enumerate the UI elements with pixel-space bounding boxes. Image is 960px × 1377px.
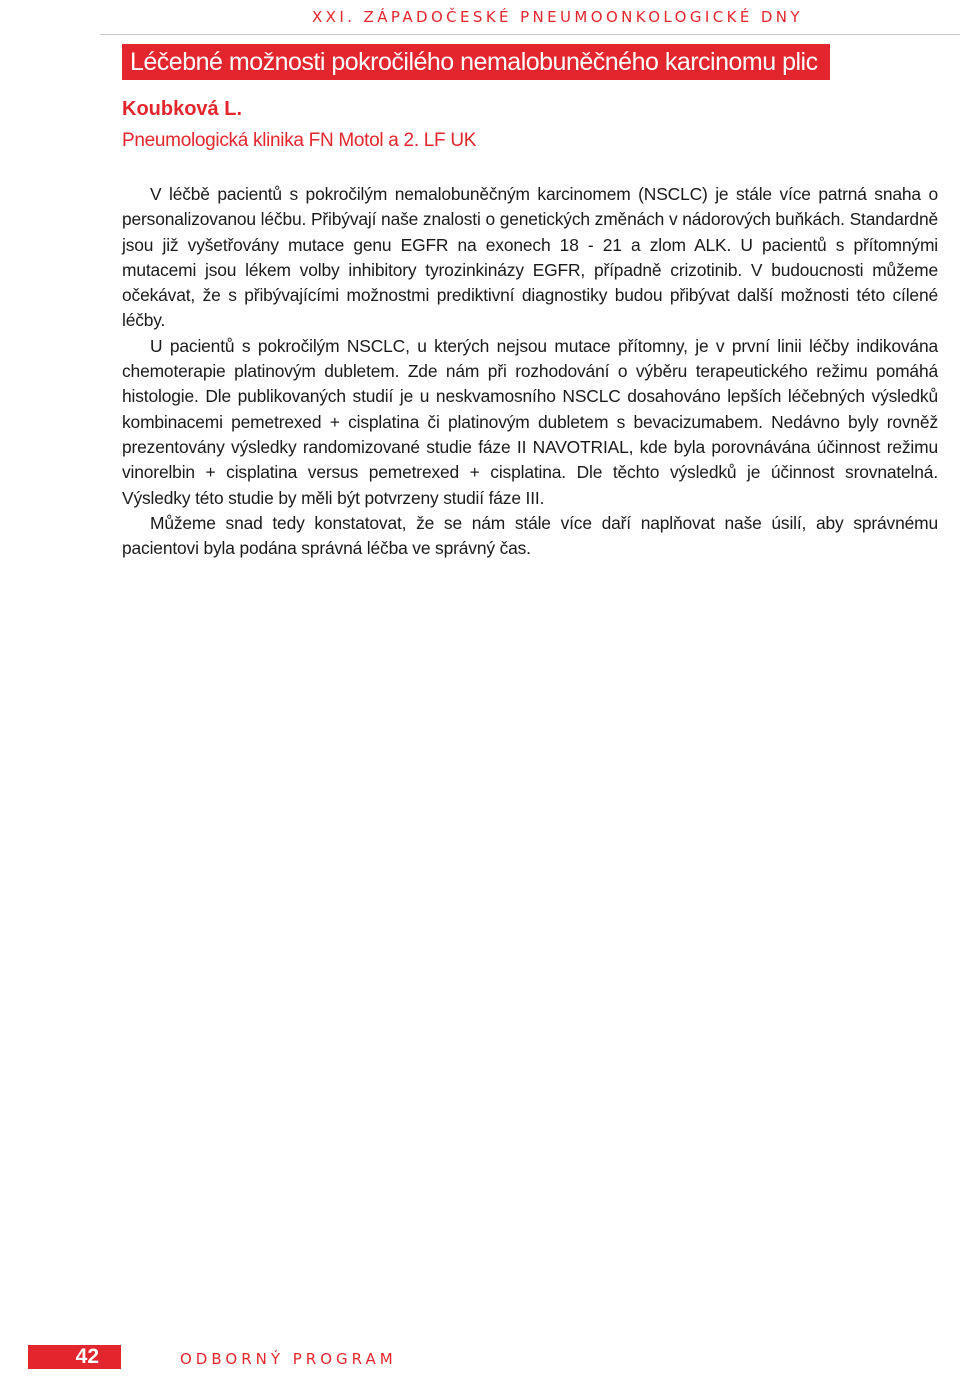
author-name: Koubková L. (122, 98, 243, 120)
page-number-box (28, 1345, 121, 1369)
article-title: Léčebné možnosti pokročilého nemalobuněčného karcinomu plic (130, 48, 818, 76)
footer-section-label: ODBORNÝ PROGRAM (180, 1350, 397, 1368)
header-divider (100, 34, 960, 35)
author-affiliation: Pneumologická klinika FN Motol a 2. LF UK (122, 130, 477, 151)
article-body (122, 182, 938, 561)
paragraph: V léčbě pacientů s pokročilým nemalobuněčným karcinomem (NSCLC) je stále více patrná snaha o personalizovanou léčbu. Přibývají naše znalosti o genetických změnách v nádorových buňkách. Standardně jsou již vyšetřovány mutace genu EGFR na exonech 18 - 21 a zlom ALK. U pacientů s přítomnými mutacemi jsou lékem volby inhibitory tyrozinkinázy EGFR, případně crizotinib. V budoucnosti můžeme očekávat, že s přibývajícími možnostmi prediktivní diagnostiky budou přibývat další možnosti této cílené léčby. (122, 184, 938, 331)
page-number: 42 (75, 1345, 99, 1368)
running-header: XXI. ZÁPADOČESKÉ PNEUMOONKOLOGICKÉ DNY (312, 8, 803, 26)
paragraph: Můžeme snad tedy konstatovat, že se nám stále více daří naplňovat naše úsilí, aby správnému pacientovi byla podána správná léčba ve správný čas. (122, 512, 938, 559)
title-banner (122, 44, 830, 80)
paragraph: U pacientů s pokročilým NSCLC, u kterých nejsou mutace přítomny, je v první linii léčby indikována chemoterapie platinovým dubletem. Zde nám při rozhodování o výběru terapeutického režimu pomáhá histologie. Dle publikovaných studií je u neskvamosního NSCLC dosahováno lepších léčebných výsledků kombinacemi pemetrexed + cisplatina či platinovým dubletem s bevacizumabem. Nedávno byly rovněž prezentovány výsledky randomizované studie fáze II NAVOTRIAL, kde byla porovnávána účinnost režimu vinorelbin + cisplatina versus pemetrexed + cisplatina. Dle těchto výsledků je účinnost srovnatelná. Výsledky této studie by měli být potvrzeny studií fáze III. (122, 335, 938, 508)
